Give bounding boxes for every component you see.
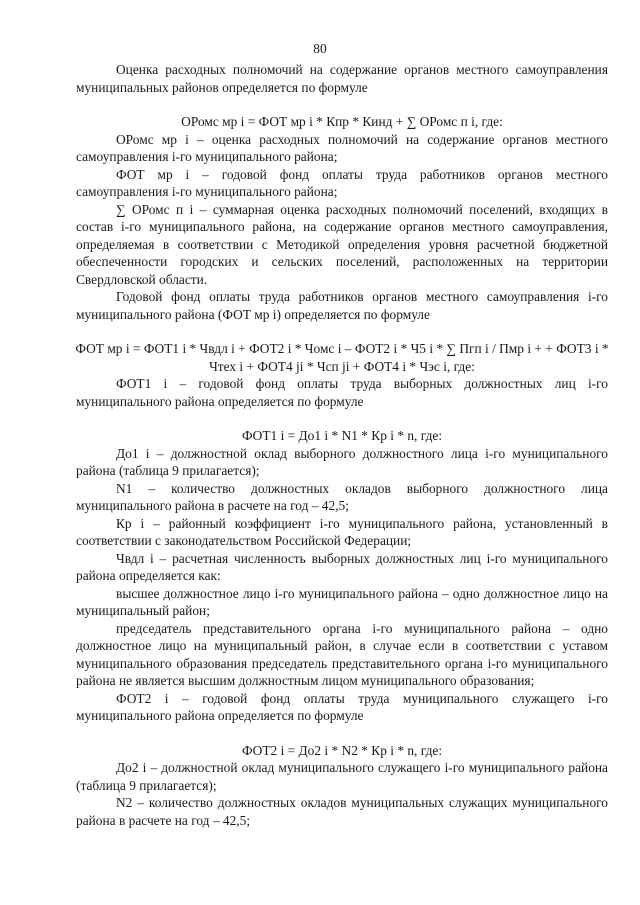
definition-fot-mr: ФОТ мр i – годовой фонд оплаты труда работников органов местного самоуправления i-го муниципального района;: [76, 166, 608, 199]
spacer: [76, 725, 608, 742]
definition-fot2: ФОТ2 i – годовой фонд оплаты труда муниципального служащего i-го муниципального района определяется по формуле: [76, 690, 608, 723]
paragraph-intro: Оценка расходных полномочий на содержание органов местного самоуправления муниципальных районов определяется по формуле: [76, 62, 608, 95]
definition-do1: До1 i – должностной оклад выборного должностного лица i-го муниципального района (таблица 9 прилагается);: [76, 445, 608, 478]
document-body: [76, 61, 608, 829]
paragraph-fot-intro: Годовой фонд оплаты труда работников органов местного самоуправления i-го муниципального района (ФОТ мр i) определяется по формуле: [76, 289, 608, 322]
formula-fot2: ФОТ2 i = До2 i * N2 * Кр i * n, где:: [241, 742, 443, 758]
definition-n1: N1 – количество должностных окладов выборного должностного лица муниципального района в расчете на год – 42,5;: [76, 480, 608, 513]
formula-fot1: ФОТ1 i = До1 i * N1 * Кр i * n, где:: [241, 428, 443, 443]
definition-n2: N2 – количество должностных окладов муниципальных служащих муниципального района в расчете на год – 42,5;: [76, 795, 608, 828]
definition-fot1: ФОТ1 i – годовой фонд оплаты труда выборных должностных лиц i-го муниципального района определяется по формуле: [76, 376, 608, 409]
list-item-highest-official: высшее должностное лицо i-го муниципального района – одно должностное лицо на муниципальный район;: [76, 585, 608, 618]
definition-kr: Кр i – районный коэффициент i-го муниципального района, установленный в соответствии с законодательством Российской Федерации;: [76, 515, 608, 548]
spacer: [76, 96, 608, 113]
page-number: 80: [313, 41, 327, 56]
spacer: [76, 323, 608, 340]
list-item-chairman: председатель представительного органа i-го муниципального района – одно должностное лицо на муниципальный район, в случае если в соответствии с уставом муниципального образования председатель представительного органа i-го муниципального района не является высшим должностным лицом муниципального образования;: [76, 620, 608, 688]
definition-chvdl: Чвдл i – расчетная численность выборных должностных лиц i-го муниципального района определяется как:: [76, 550, 608, 583]
definition-oromc: ОРомс мр i – оценка расходных полномочий на содержание органов местного самоуправления i-го муниципального района;: [76, 131, 608, 164]
definition-sum-oromc: ∑ ОРомс п i – суммарная оценка расходных полномочий поселений, входящих в состав i-го муниципального района, на содержание органов местного самоуправления, определяемая в соответствии с Методикой определения уровня расчетной бюджетной обеспеченности городских и сельских поселений, расположенных на территории Свердловской области.: [76, 201, 608, 287]
formula-fot-mr: ФОТ мр i = ФОТ1 i * Чвдл i + ФОТ2 i * Чомс i – ФОТ2 i * Ч5 i * ∑ Пгп i / Пмр i + + ФОТ3 i * Чтех i + ФОТ4 ji * Чсп ji + ФОТ4 i * Чэс i, где:: [75, 341, 609, 374]
definition-do2: До2 i – должностной оклад муниципального служащего i-го муниципального района (таблица 9 прилагается);: [76, 760, 608, 793]
spacer: [76, 410, 608, 427]
formula-oromc: ОРомс мр i = ФОТ мр i * Кпр * Кинд + ∑ ОРомс п i, где:: [181, 114, 503, 129]
